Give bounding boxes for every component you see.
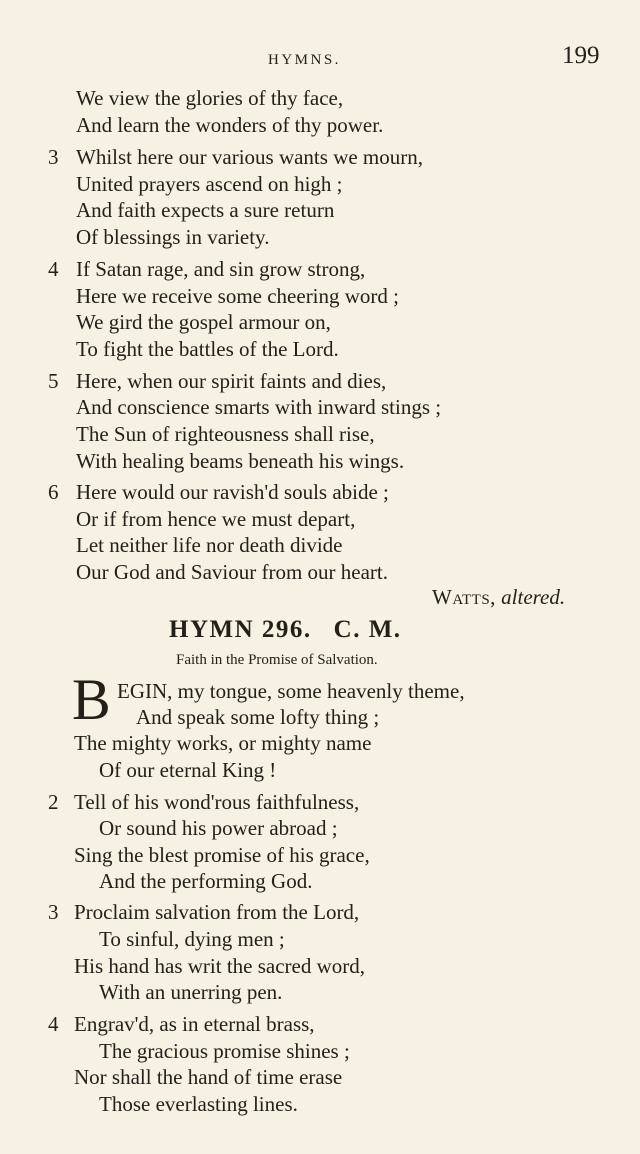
verse-line: And learn the wonders of thy power. bbox=[76, 113, 384, 137]
stanza-number: 2 bbox=[48, 790, 59, 814]
verse-line: Of our eternal King ! bbox=[99, 758, 277, 782]
hymn-number: HYMN 296. bbox=[169, 616, 312, 643]
verse-line: EGIN, my tongue, some heavenly theme, bbox=[117, 679, 465, 703]
verse-line: Let neither life nor death divide bbox=[76, 533, 343, 557]
verse-line: And the performing God. bbox=[99, 869, 313, 893]
verse-line: Here we receive some cheering word ; bbox=[76, 284, 400, 308]
verse-line: Proclaim salvation from the Lord, bbox=[74, 900, 360, 924]
stanza-number: 3 bbox=[48, 145, 59, 169]
verse-line: Engrav'd, as in eternal brass, bbox=[74, 1012, 315, 1036]
verse-line: Sing the blest promise of his grace, bbox=[74, 843, 370, 867]
verse-line: Those everlasting lines. bbox=[99, 1092, 298, 1116]
verse-line: United prayers ascend on high ; bbox=[76, 172, 343, 196]
verse-line: To sinful, dying men ; bbox=[99, 927, 285, 951]
verse-line: Of blessings in variety. bbox=[76, 225, 270, 249]
verse-line: Or sound his power abroad ; bbox=[99, 816, 338, 840]
running-head-title: HYMNS. bbox=[268, 52, 341, 68]
verse-line: And conscience smarts with inward stings ; bbox=[76, 395, 442, 419]
page-number: 199 bbox=[562, 42, 600, 69]
hymn-meter: C. M. bbox=[333, 616, 402, 643]
drop-cap: B bbox=[72, 667, 111, 732]
verse-line: The mighty works, or mighty name bbox=[74, 731, 372, 755]
verse-line: Nor shall the hand of time erase bbox=[74, 1065, 343, 1089]
verse-line: Here would our ravish'd souls abide ; bbox=[76, 480, 389, 504]
running-head bbox=[0, 44, 640, 74]
hymn-subtitle: Faith in the Promise of Salvation. bbox=[176, 652, 378, 668]
stanza-number: 5 bbox=[48, 369, 59, 393]
verse-line: We view the glories of thy face, bbox=[76, 86, 344, 110]
verse-line: And faith expects a sure return bbox=[76, 198, 335, 222]
attribution-note: altered. bbox=[501, 585, 566, 609]
verse-line: With an unerring pen. bbox=[99, 980, 283, 1004]
verse-line: With healing beams beneath his wings. bbox=[76, 449, 405, 473]
stanza-number: 6 bbox=[48, 480, 59, 504]
verse-line: Tell of his wond'rous faithfulness, bbox=[74, 790, 360, 814]
verse-line: Here, when our spirit faints and dies, bbox=[76, 369, 387, 393]
verse-line: If Satan rage, and sin grow strong, bbox=[76, 257, 366, 281]
stanza-number: 3 bbox=[48, 900, 59, 924]
stanza-number: 4 bbox=[48, 1012, 59, 1036]
hymn-title bbox=[169, 616, 402, 644]
verse-line: To fight the battles of the Lord. bbox=[76, 337, 339, 361]
verse-line: His hand has writ the sacred word, bbox=[74, 954, 366, 978]
attribution bbox=[432, 584, 565, 610]
verse-line: Whilst here our various wants we mourn, bbox=[76, 145, 424, 169]
verse-line: We gird the gospel armour on, bbox=[76, 310, 331, 334]
stanza-number: 4 bbox=[48, 257, 59, 281]
verse-line: Our God and Saviour from our heart. bbox=[76, 560, 389, 584]
verse-line: The Sun of righteousness shall rise, bbox=[76, 422, 375, 446]
verse-line: Or if from hence we must depart, bbox=[76, 507, 356, 531]
verse-line: The gracious promise shines ; bbox=[99, 1039, 350, 1063]
verse-line: And speak some lofty thing ; bbox=[136, 705, 380, 729]
attribution-author: Watts, bbox=[432, 585, 496, 609]
